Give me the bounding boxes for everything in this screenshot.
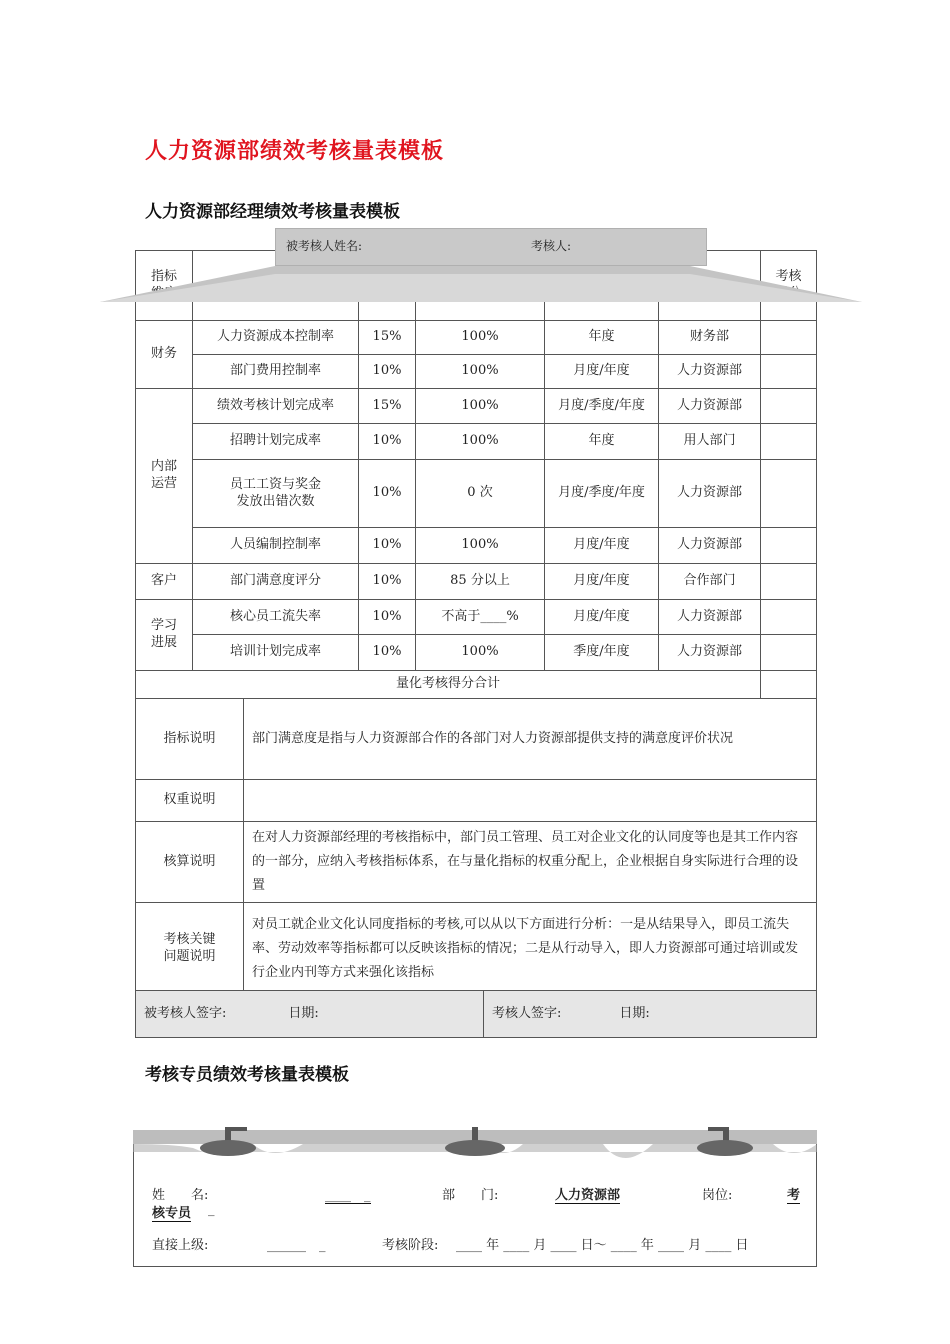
table-row [136,321,817,355]
key-note-label: 考核关键 问题说明 [136,903,244,995]
indicator-cell: 核心员工流失率 [193,600,359,635]
weight-cell: 10% [359,600,416,635]
examinee-name-label: 被考核人姓名: [286,239,363,253]
calc-note-text: 在对人力资源部经理的考核指标中，部门员工管理、员工对企业文化的认同度等也是其工作内容的一部分，应纳入考核指标体系，在与量化指标的权重分配上，企业根据自身实际进行合理的设置 [244,822,817,903]
target-cell: 100% [416,389,545,424]
total-label: 量化考核得分合计 [136,671,761,699]
source-cell: 人力资源部 [659,460,761,528]
score-cell[interactable] [761,321,817,355]
period-cell: 月度/季度/年度 [545,389,659,424]
period-cell: 年度 [545,321,659,355]
source-cell: 财务部 [659,321,761,355]
indicator-note-label: 指标说明 [136,699,244,780]
source-cell: 人力资源部 [659,355,761,389]
examinee-banner [275,228,707,266]
indicator-cell: 人员编制控制率 [193,528,359,564]
target-cell: 100% [416,321,545,355]
total-row [136,671,817,699]
position-suffix: _ [208,1202,215,1217]
name-label: 姓 名: [152,1188,209,1203]
examinee-signature[interactable]: 被考核人签字: 日期: [136,991,484,1038]
indicator-cell: 部门费用控制率 [193,355,359,389]
binder-clips-decoration [133,1122,817,1174]
main-title: 人力资源部绩效考核量表模板 [145,139,445,164]
table-row [136,424,817,460]
weight-cell: 10% [359,528,416,564]
weight-cell: 10% [359,564,416,600]
dimension-customer: 客户 [136,564,193,600]
period-cell: 年度 [545,424,659,460]
source-cell: 用人部门 [659,424,761,460]
score-cell[interactable] [761,460,817,528]
dimension-finance: 财务 [136,321,193,389]
period-cell: 月度/年度 [545,564,659,600]
weight-note-text[interactable] [244,780,817,822]
period-label: 考核阶段: [382,1238,439,1253]
target-cell: 100% [416,424,545,460]
position-field-end[interactable]: 核专员 [152,1202,191,1222]
score-cell[interactable] [761,600,817,635]
weight-cell: 10% [359,460,416,528]
period-cell: 季度/年度 [545,635,659,671]
table1-title: 人力资源部经理绩效考核量表模板 [145,202,400,222]
source-cell: 人力资源部 [659,635,761,671]
table-row [136,600,817,635]
indicator-cell: 人力资源成本控制率 [193,321,359,355]
note-row [136,699,817,780]
header-score: 考核 [761,251,817,321]
indicator-cell: 培训计划完成率 [193,635,359,671]
target-cell: 100% [416,528,545,564]
score-cell[interactable] [761,564,817,600]
target-cell: 0 次 [416,460,545,528]
indicator-cell: 部门满意度评分 [193,564,359,600]
weight-cell: 10% [359,424,416,460]
table-row [136,460,817,528]
weight-note-label: 权重说明 [136,780,244,822]
table-row [136,564,817,600]
dimension-learning: 学习 进展 [136,600,193,671]
calc-note-label: 核算说明 [136,822,244,903]
table2-title: 考核专员绩效考核量表模板 [145,1065,349,1085]
banner-fold-shape [100,262,862,304]
supervisor-label: 直接上级: [152,1238,209,1253]
indicator-cell: 招聘计划完成率 [193,424,359,460]
period-cell: 月度/年度 [545,355,659,389]
position-label: 岗位: [702,1188,733,1203]
source-cell: 合作部门 [659,564,761,600]
table-row [136,635,817,671]
dept-label: 部 门: [442,1188,499,1203]
indicator-cell: 绩效考核计划完成率 [193,389,359,424]
period-cell: 月度/年度 [545,600,659,635]
score-cell[interactable] [761,528,817,564]
examiner-signature[interactable]: 考核人签字: 日期: [484,991,817,1038]
target-cell: 不高于____% [416,600,545,635]
indicator-note-text: 部门满意度是指与人力资源部合作的各部门对人力资源部提供支持的满意度评价状况 [244,699,817,780]
name-field[interactable]: ____ _ [325,1184,371,1204]
table-row [136,528,817,564]
signature-row [136,991,817,1038]
header-dimension: 指标 [136,251,193,321]
target-cell: 100% [416,355,545,389]
table-row [136,389,817,424]
period-field[interactable]: ____ 年 ____ 月 ____ 日～ ____ 年 ____ 月 ____ 日 [456,1238,749,1253]
manager-kpi-table [135,250,817,699]
key-note-text: 对员工就企业文化认同度指标的考核,可以从以下方面进行分析：一是从结果导入，即员工流失率、劳动效率等指标都可以反映该指标的情况；二是从行动导入，即人力资源部可通过培训或发行企业内刊等方式来强化该指标 [244,903,817,995]
score-cell[interactable] [761,389,817,424]
weight-cell: 10% [359,635,416,671]
period-cell: 月度/季度/年度 [545,460,659,528]
note-row [136,822,817,903]
table-row [136,355,817,389]
note-row [136,780,817,822]
score-cell[interactable] [761,424,817,460]
notes-table [135,698,817,995]
position-field-start[interactable]: 考 [787,1184,800,1204]
source-cell: 人力资源部 [659,528,761,564]
total-score-cell[interactable] [761,671,817,699]
supervisor-field[interactable]: ______ _ [267,1238,326,1253]
target-cell: 85 分以上 [416,564,545,600]
examiner-label: 考核人: [531,239,572,253]
weight-cell: 15% [359,321,416,355]
weight-cell: 10% [359,355,416,389]
score-cell[interactable] [761,355,817,389]
score-cell[interactable] [761,635,817,671]
dept-field[interactable]: 人力资源部 [555,1184,620,1204]
note-row [136,903,817,995]
target-cell: 100% [416,635,545,671]
source-cell: 人力资源部 [659,600,761,635]
indicator-cell: 员工工资与奖金 发放出错次数 [193,460,359,528]
period-cell: 月度/年度 [545,528,659,564]
signature-table [135,990,817,1038]
dimension-internal: 内部 运营 [136,389,193,564]
weight-cell: 15% [359,389,416,424]
source-cell: 人力资源部 [659,389,761,424]
